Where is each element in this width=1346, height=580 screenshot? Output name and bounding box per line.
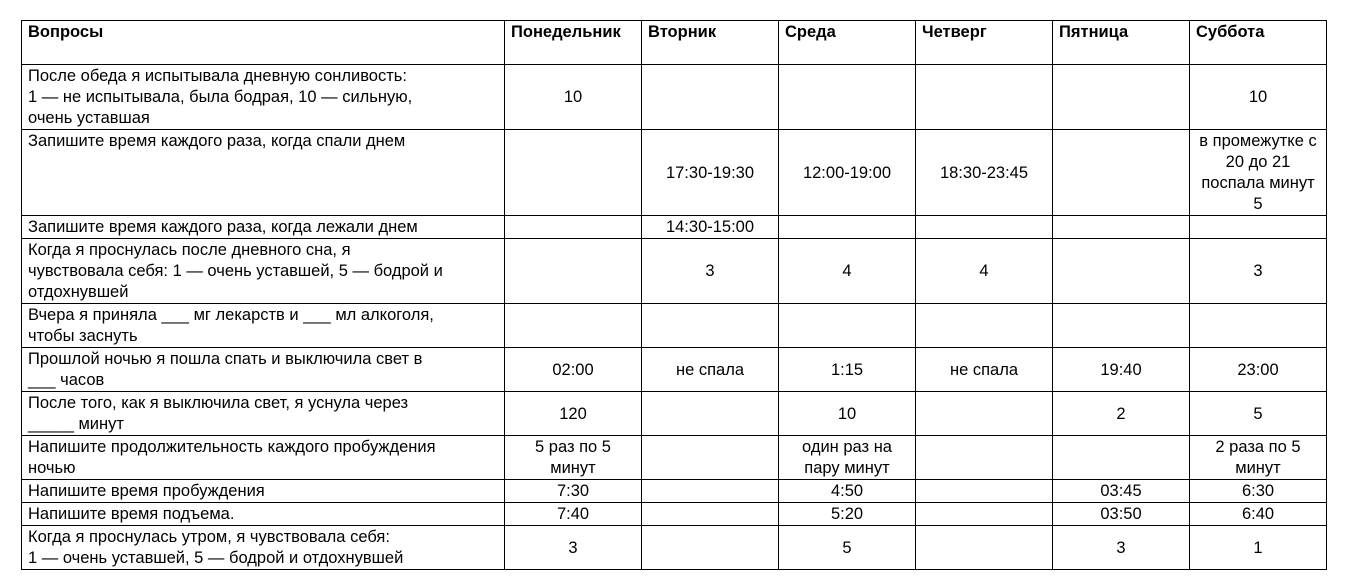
value-cell-saturday: 6:30 (1190, 480, 1327, 503)
table-row (22, 130, 1327, 216)
question-line: После того, как я выключила свет, я уснула через (28, 394, 409, 412)
value-cell-friday (1053, 65, 1190, 130)
value-cell-thursday (916, 503, 1053, 526)
value-cell-wednesday: 4 (779, 239, 916, 304)
table-row (22, 436, 1327, 480)
table-row (22, 65, 1327, 130)
header-questions: Вопросы (22, 21, 505, 65)
value-cell-monday (505, 216, 642, 239)
value-cell-monday: 5 раз по 5 минут (505, 436, 642, 480)
question-line: Напишите время пробуждения (28, 482, 265, 500)
value-cell-saturday (1190, 216, 1327, 239)
table-row (22, 392, 1327, 436)
value-cell-wednesday: 5 (779, 526, 916, 570)
table-row (22, 503, 1327, 526)
value-cell-friday (1053, 436, 1190, 480)
question-cell (22, 392, 505, 436)
question-cell (22, 304, 505, 348)
question-line: Прошлой ночью я пошла спать и выключила свет в (28, 350, 423, 368)
value-cell-tuesday (642, 304, 779, 348)
value-cell-saturday: 3 (1190, 239, 1327, 304)
header-saturday: Суббота (1190, 21, 1327, 65)
header-friday: Пятница (1053, 21, 1190, 65)
question-line: _____ минут (28, 415, 124, 433)
value-cell-saturday: 2 раза по 5 минут (1190, 436, 1327, 480)
table-row (22, 526, 1327, 570)
question-line: чувствовала себя: 1 — очень уставшей, 5 — бодрой и (28, 262, 443, 280)
question-line: Когда я проснулась после дневного сна, я (28, 241, 351, 259)
value-cell-friday: 03:50 (1053, 503, 1190, 526)
question-line: 1 — не испытывала, была бодрая, 10 — сильную, (28, 88, 413, 106)
value-cell-monday: 02:00 (505, 348, 642, 392)
question-cell (22, 239, 505, 304)
value-cell-tuesday (642, 480, 779, 503)
question-line: очень уставшая (28, 109, 150, 127)
header-tuesday: Вторник (642, 21, 779, 65)
value-cell-wednesday (779, 65, 916, 130)
value-cell-friday: 3 (1053, 526, 1190, 570)
value-cell-tuesday (642, 392, 779, 436)
value-cell-wednesday: 4:50 (779, 480, 916, 503)
question-line: Вчера я приняла ___ мг лекарств и ___ мл алкоголя, (28, 306, 434, 324)
value-cell-wednesday: 5:20 (779, 503, 916, 526)
value-cell-saturday: 10 (1190, 65, 1327, 130)
table-row (22, 239, 1327, 304)
value-cell-friday (1053, 216, 1190, 239)
value-cell-thursday: 4 (916, 239, 1053, 304)
value-cell-tuesday: 17:30-19:30 (642, 130, 779, 216)
value-cell-friday (1053, 239, 1190, 304)
header-thursday: Четверг (916, 21, 1053, 65)
question-line: чтобы заснуть (28, 327, 138, 345)
value-cell-saturday: 23:00 (1190, 348, 1327, 392)
value-cell-saturday (1190, 304, 1327, 348)
question-cell (22, 216, 505, 239)
value-cell-thursday (916, 304, 1053, 348)
value-cell-thursday: не спала (916, 348, 1053, 392)
header-wednesday: Среда (779, 21, 916, 65)
table-row (22, 480, 1327, 503)
question-line: отдохнувшей (28, 283, 129, 301)
value-cell-friday: 03:45 (1053, 480, 1190, 503)
value-cell-thursday (916, 480, 1053, 503)
value-cell-wednesday: 12:00-19:00 (779, 130, 916, 216)
question-cell (22, 436, 505, 480)
value-cell-thursday: 18:30-23:45 (916, 130, 1053, 216)
question-line: ___ часов (28, 371, 105, 389)
value-cell-thursday (916, 436, 1053, 480)
value-cell-saturday: 5 (1190, 392, 1327, 436)
question-line: 1 — очень уставшей, 5 — бодрой и отдохнувшей (28, 549, 404, 567)
value-cell-friday: 19:40 (1053, 348, 1190, 392)
question-line: После обеда я испытывала дневную сонливость: (28, 67, 407, 85)
value-cell-friday (1053, 304, 1190, 348)
value-cell-thursday (916, 216, 1053, 239)
value-cell-wednesday: один раз на пару минут (779, 436, 916, 480)
table-row (22, 348, 1327, 392)
sleep-diary-table (21, 20, 1327, 570)
value-cell-thursday (916, 392, 1053, 436)
table-row (22, 304, 1327, 348)
value-cell-tuesday (642, 526, 779, 570)
value-cell-wednesday: 10 (779, 392, 916, 436)
value-cell-monday (505, 304, 642, 348)
header-monday: Понедельник (505, 21, 642, 65)
value-cell-monday: 10 (505, 65, 642, 130)
value-cell-monday (505, 130, 642, 216)
value-cell-monday: 120 (505, 392, 642, 436)
question-line: ночью (28, 459, 76, 477)
value-cell-tuesday (642, 65, 779, 130)
value-cell-monday (505, 239, 642, 304)
value-cell-tuesday: 3 (642, 239, 779, 304)
question-cell (22, 526, 505, 570)
question-line: Запишите время каждого раза, когда лежали днем (28, 218, 418, 236)
table-row (22, 216, 1327, 239)
question-line: Напишите время подъема. (28, 505, 235, 523)
question-cell (22, 348, 505, 392)
question-cell (22, 480, 505, 503)
value-cell-thursday (916, 526, 1053, 570)
question-line: Запишите время каждого раза, когда спали днем (28, 132, 406, 150)
value-cell-tuesday: не спала (642, 348, 779, 392)
question-line: Напишите продолжительность каждого пробуждения (28, 438, 436, 456)
value-cell-thursday (916, 65, 1053, 130)
question-cell (22, 130, 505, 216)
value-cell-monday: 3 (505, 526, 642, 570)
value-cell-wednesday: 1:15 (779, 348, 916, 392)
value-cell-tuesday (642, 436, 779, 480)
question-line: Когда я проснулась утром, я чувствовала себя: (28, 528, 390, 546)
value-cell-tuesday (642, 503, 779, 526)
value-cell-monday: 7:30 (505, 480, 642, 503)
value-cell-wednesday (779, 304, 916, 348)
value-cell-saturday: 6:40 (1190, 503, 1327, 526)
value-cell-saturday: 1 (1190, 526, 1327, 570)
header-row (22, 21, 1327, 65)
value-cell-saturday: в промежутке с 20 до 21 поспала минут 5 (1190, 130, 1327, 216)
value-cell-friday (1053, 130, 1190, 216)
question-cell (22, 65, 505, 130)
value-cell-friday: 2 (1053, 392, 1190, 436)
value-cell-monday: 7:40 (505, 503, 642, 526)
question-cell (22, 503, 505, 526)
value-cell-wednesday (779, 216, 916, 239)
value-cell-tuesday: 14:30-15:00 (642, 216, 779, 239)
